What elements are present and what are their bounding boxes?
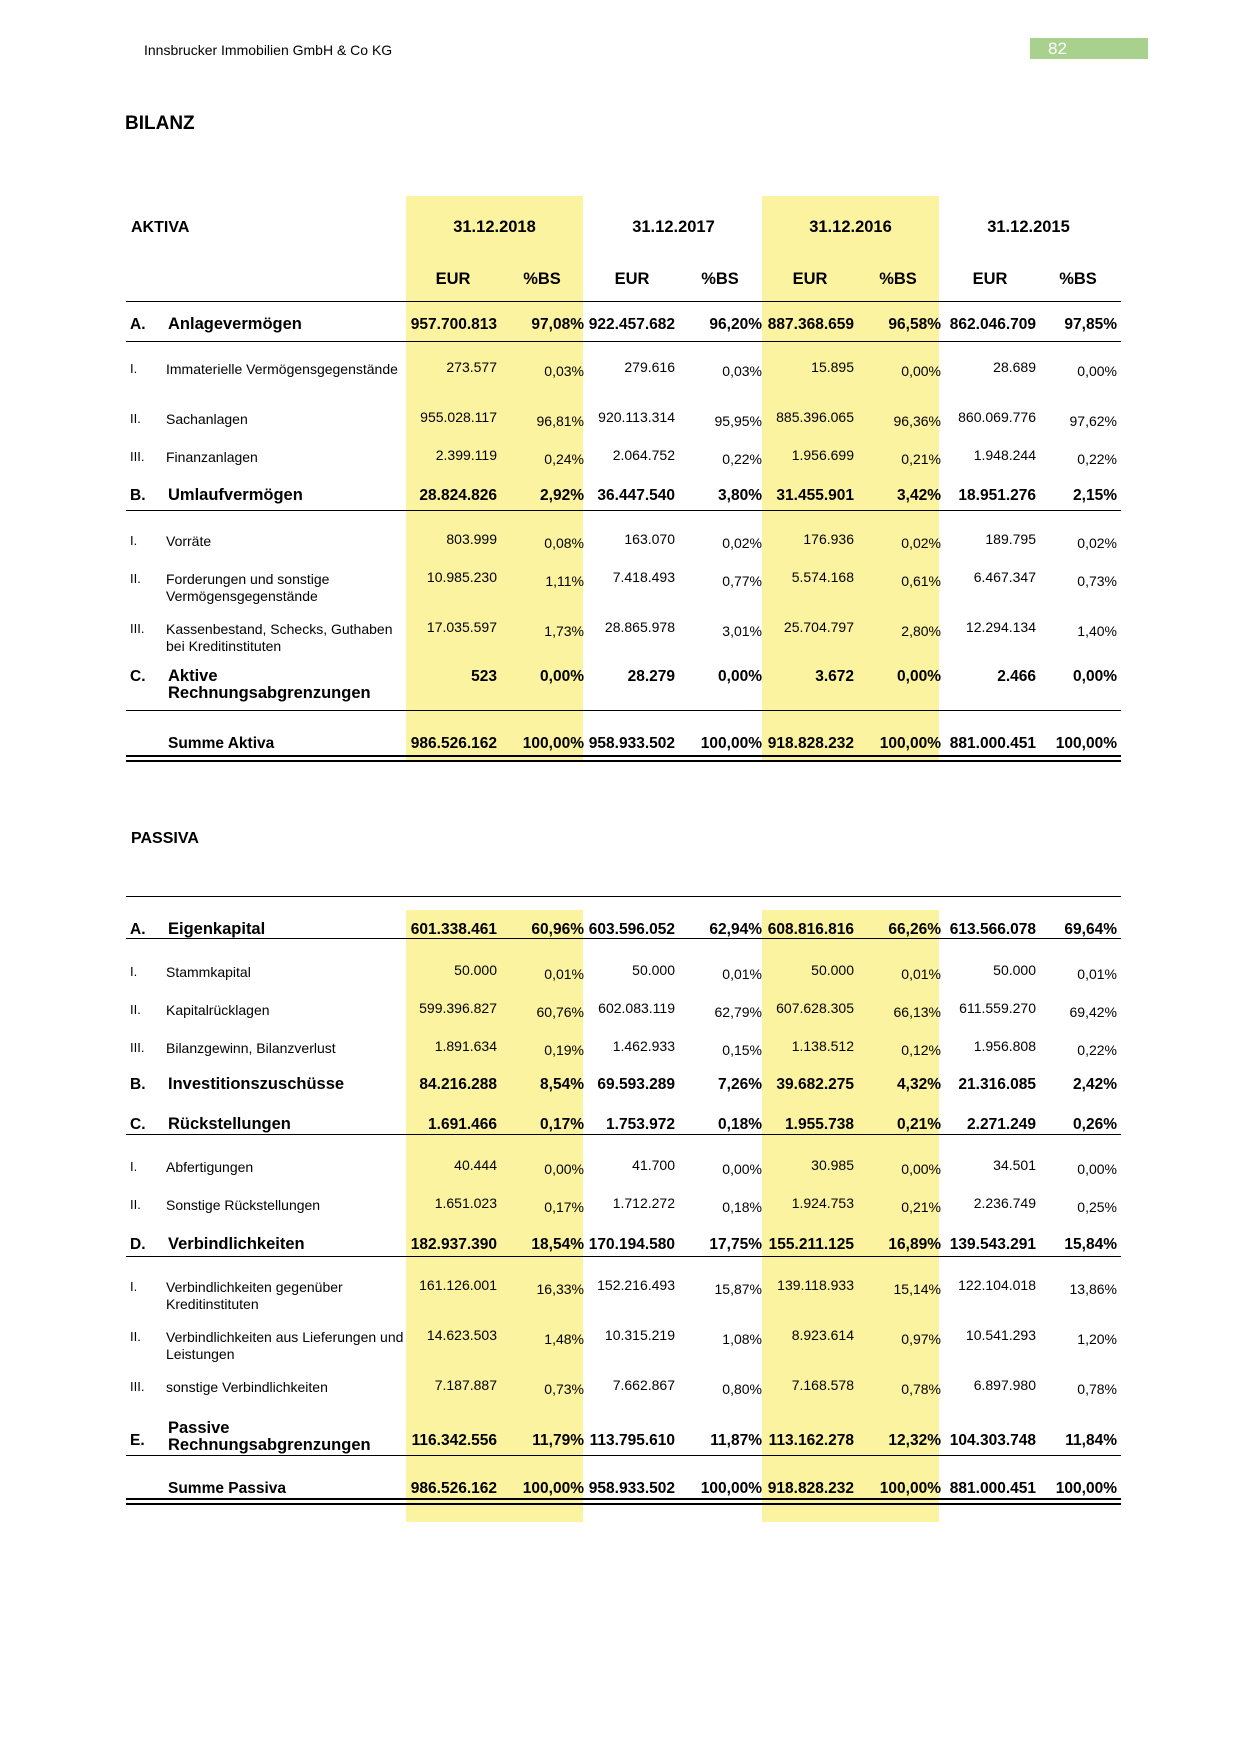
eur-value: 958.933.502 xyxy=(588,1480,675,1497)
eur-value: 21.316.085 xyxy=(958,1076,1036,1093)
pct-value: 13,86% xyxy=(1069,1281,1117,1297)
pct-value: 0,00% xyxy=(722,1161,762,1177)
eur-value: 12.294.134 xyxy=(965,619,1036,635)
eur-value: 2.399.119 xyxy=(435,447,497,463)
row-rule xyxy=(126,896,1121,897)
page-number: 82 xyxy=(1030,38,1148,59)
eur-value: 139.118.933 xyxy=(777,1277,854,1293)
row-letter: A. xyxy=(130,316,146,333)
pct-value: 100,00% xyxy=(522,735,584,752)
row-rule xyxy=(126,1134,1121,1135)
pct-value: 100,00% xyxy=(1055,1480,1117,1497)
eur-value: 986.526.162 xyxy=(410,735,497,752)
pct-value: 97,08% xyxy=(531,316,584,333)
pct-value: 0,97% xyxy=(901,1331,941,1347)
pct-value: 15,87% xyxy=(714,1281,762,1297)
pct-value: 0,03% xyxy=(722,363,762,379)
pct-value: 97,85% xyxy=(1064,316,1117,333)
row-letter: III. xyxy=(130,449,145,464)
eur-value: 599.396.827 xyxy=(419,1000,497,1016)
row-label: Passive Rechnungsabgrenzungen xyxy=(168,1419,371,1454)
pct-value: 3,42% xyxy=(897,487,941,504)
pct-value: 11,84% xyxy=(1065,1432,1117,1449)
eur-value: 28.689 xyxy=(993,359,1036,375)
eur-value: 279.616 xyxy=(624,359,675,375)
eur-value: 887.368.659 xyxy=(767,316,854,333)
pct-value: 100,00% xyxy=(700,735,762,752)
pct-value: 0,26% xyxy=(1073,1116,1117,1133)
row-letter: I. xyxy=(130,1279,138,1294)
page-title: BILANZ xyxy=(125,113,195,134)
aktiva-title: AKTIVA xyxy=(131,219,190,236)
row-label: Immaterielle Vermögensgegenstände xyxy=(166,361,398,377)
pct-value: 0,22% xyxy=(1077,451,1117,467)
pct-header: %BS xyxy=(523,270,561,288)
row-letter: II. xyxy=(130,1197,141,1212)
row-label: Verbindlichkeiten gegenüber Kreditinstituten xyxy=(166,1279,343,1312)
eur-value: 957.700.813 xyxy=(410,316,497,333)
pct-value: 0,00% xyxy=(544,1161,584,1177)
row-label: Verbindlichkeiten xyxy=(168,1235,305,1253)
eur-value: 607.628.305 xyxy=(776,1000,854,1016)
pct-value: 0,00% xyxy=(718,668,762,685)
pct-value: 100,00% xyxy=(1055,735,1117,752)
eur-value: 31.455.901 xyxy=(776,487,854,504)
pct-value: 16,33% xyxy=(536,1281,584,1297)
pct-value: 15,84% xyxy=(1064,1236,1117,1253)
eur-value: 7.662.867 xyxy=(612,1377,675,1393)
row-letter: I. xyxy=(130,1159,138,1174)
eur-header: EUR xyxy=(972,270,1008,288)
pct-value: 66,13% xyxy=(893,1004,941,1020)
eur-value: 1.712.272 xyxy=(612,1195,675,1211)
eur-value: 2.236.749 xyxy=(973,1195,1036,1211)
row-rule xyxy=(126,510,1121,511)
pct-value: 8,54% xyxy=(540,1076,584,1093)
eur-value: 2.466 xyxy=(997,668,1036,685)
double-rule xyxy=(126,755,1121,762)
eur-value: 84.216.288 xyxy=(419,1076,497,1093)
eur-value: 602.083.119 xyxy=(598,1000,675,1016)
eur-value: 10.541.293 xyxy=(965,1327,1036,1343)
pct-value: 0,12% xyxy=(901,1042,941,1058)
row-rule xyxy=(126,1455,1121,1456)
passiva-title: PASSIVA xyxy=(131,830,199,847)
eur-header: EUR xyxy=(435,270,471,288)
eur-value: 958.933.502 xyxy=(588,735,675,752)
eur-value: 25.704.797 xyxy=(783,619,854,635)
pct-value: 0,01% xyxy=(901,966,941,982)
pct-value: 0,00% xyxy=(1077,363,1117,379)
eur-value: 2.271.249 xyxy=(967,1116,1036,1133)
eur-value: 176.936 xyxy=(803,531,854,547)
eur-value: 1.651.023 xyxy=(434,1195,497,1211)
eur-value: 14.623.503 xyxy=(426,1327,497,1343)
eur-value: 152.216.493 xyxy=(597,1277,675,1293)
eur-value: 155.211.125 xyxy=(768,1236,854,1253)
pct-value: 0,00% xyxy=(1073,668,1117,685)
eur-value: 189.795 xyxy=(985,531,1036,547)
eur-value: 862.046.709 xyxy=(949,316,1036,333)
pct-header: %BS xyxy=(879,270,917,288)
pct-value: 1,73% xyxy=(544,623,584,639)
eur-value: 2.064.752 xyxy=(612,447,675,463)
pct-value: 69,64% xyxy=(1064,921,1117,938)
pct-value: 1,48% xyxy=(544,1331,584,1347)
eur-value: 34.501 xyxy=(993,1157,1036,1173)
pct-value: 2,80% xyxy=(901,623,941,639)
pct-value: 0,08% xyxy=(544,535,584,551)
double-rule xyxy=(126,1498,1121,1505)
pct-value: 0,80% xyxy=(722,1381,762,1397)
eur-value: 601.338.461 xyxy=(410,921,497,938)
pct-value: 97,62% xyxy=(1069,413,1117,429)
row-label: Sonstige Rückstellungen xyxy=(166,1197,321,1213)
eur-value: 104.303.748 xyxy=(949,1432,1036,1449)
row-rule xyxy=(126,1256,1121,1257)
eur-value: 955.028.117 xyxy=(420,409,497,425)
row-label: Kassenbestand, Schecks, Guthaben bei Kreditinstituten xyxy=(166,621,393,654)
row-rule xyxy=(126,710,1121,711)
pct-value: 69,42% xyxy=(1069,1004,1117,1020)
pct-value: 7,26% xyxy=(718,1076,762,1093)
eur-value: 1.955.738 xyxy=(785,1116,854,1133)
pct-value: 3,01% xyxy=(722,623,762,639)
eur-value: 1.753.972 xyxy=(606,1116,675,1133)
pct-value: 95,95% xyxy=(714,413,762,429)
row-letter: I. xyxy=(130,964,138,979)
pct-value: 1,20% xyxy=(1077,1331,1117,1347)
pct-value: 0,02% xyxy=(901,535,941,551)
pct-value: 0,73% xyxy=(544,1381,584,1397)
eur-value: 920.113.314 xyxy=(598,409,675,425)
pct-value: 16,89% xyxy=(888,1236,941,1253)
pct-value: 100,00% xyxy=(522,1480,584,1497)
pct-value: 0,00% xyxy=(901,363,941,379)
date-2016: 31.12.2016 xyxy=(809,218,892,236)
eur-value: 1.956.808 xyxy=(973,1038,1036,1054)
pct-value: 96,36% xyxy=(893,413,941,429)
eur-value: 50.000 xyxy=(811,962,854,978)
row-label: Aktive Rechnungsabgrenzungen xyxy=(168,667,371,702)
eur-value: 1.462.933 xyxy=(612,1038,675,1054)
eur-value: 113.795.610 xyxy=(589,1432,675,1449)
eur-value: 40.444 xyxy=(454,1157,497,1173)
eur-value: 28.279 xyxy=(627,668,675,685)
pct-value: 0,01% xyxy=(544,966,584,982)
pct-value: 0,18% xyxy=(722,1199,762,1215)
pct-value: 0,22% xyxy=(1077,1042,1117,1058)
eur-value: 885.396.065 xyxy=(776,409,854,425)
eur-value: 15.895 xyxy=(811,359,854,375)
eur-value: 1.891.634 xyxy=(434,1038,497,1054)
pct-value: 2,42% xyxy=(1073,1076,1117,1093)
pct-value: 0,03% xyxy=(544,363,584,379)
pct-value: 96,20% xyxy=(709,316,762,333)
pct-value: 0,19% xyxy=(544,1042,584,1058)
pct-value: 0,17% xyxy=(540,1116,584,1133)
row-letter: C. xyxy=(130,1116,146,1133)
pct-value: 18,54% xyxy=(531,1236,584,1253)
eur-value: 10.985.230 xyxy=(426,569,497,585)
row-label: Eigenkapital xyxy=(168,920,266,938)
eur-value: 523 xyxy=(471,668,497,685)
eur-value: 28.824.826 xyxy=(419,487,497,504)
pct-value: 0,18% xyxy=(718,1116,762,1133)
pct-value: 96,58% xyxy=(888,316,941,333)
eur-value: 28.865.978 xyxy=(604,619,675,635)
date-2015: 31.12.2015 xyxy=(987,218,1070,236)
eur-value: 986.526.162 xyxy=(410,1480,497,1497)
pct-value: 0,00% xyxy=(1077,1161,1117,1177)
pct-value: 0,73% xyxy=(1077,573,1117,589)
eur-value: 7.187.887 xyxy=(434,1377,497,1393)
row-letter: III. xyxy=(130,1379,145,1394)
eur-value: 69.593.289 xyxy=(597,1076,675,1093)
row-label: Anlagevermögen xyxy=(168,315,302,333)
pct-value: 0,25% xyxy=(1077,1199,1117,1215)
pct-value: 1,40% xyxy=(1077,623,1117,639)
pct-value: 0,21% xyxy=(897,1116,941,1133)
eur-value: 36.447.540 xyxy=(597,487,675,504)
row-letter: I. xyxy=(130,361,138,376)
pct-value: 2,92% xyxy=(540,487,584,504)
eur-value: 139.543.291 xyxy=(949,1236,1036,1253)
eur-value: 603.596.052 xyxy=(588,921,675,938)
row-letter: D. xyxy=(130,1236,146,1253)
pct-value: 0,22% xyxy=(722,451,762,467)
eur-value: 161.126.001 xyxy=(419,1277,497,1293)
pct-header: %BS xyxy=(1059,270,1097,288)
pct-value: 17,75% xyxy=(709,1236,762,1253)
pct-value: 0,00% xyxy=(540,668,584,685)
row-label: Forderungen und sonstige Vermögensgegenstände xyxy=(166,571,330,604)
pct-value: 0,00% xyxy=(897,668,941,685)
eur-value: 6.897.980 xyxy=(973,1377,1036,1393)
row-letter: A. xyxy=(130,921,146,938)
eur-header: EUR xyxy=(614,270,650,288)
eur-value: 39.682.275 xyxy=(776,1076,854,1093)
eur-value: 5.574.168 xyxy=(791,569,854,585)
eur-value: 881.000.451 xyxy=(949,735,1036,752)
pct-value: 15,14% xyxy=(893,1281,941,1297)
eur-value: 1.138.512 xyxy=(791,1038,854,1054)
eur-value: 3.672 xyxy=(815,668,854,685)
row-letter: B. xyxy=(130,1076,146,1093)
row-label: Investitionszuschüsse xyxy=(168,1075,345,1093)
eur-value: 113.162.278 xyxy=(768,1432,854,1449)
eur-value: 860.069.776 xyxy=(958,409,1036,425)
pct-value: 66,26% xyxy=(888,921,941,938)
pct-value: 60,96% xyxy=(531,921,584,938)
row-letter: B. xyxy=(130,487,146,504)
pct-value: 11,87% xyxy=(710,1432,762,1449)
eur-value: 170.194.580 xyxy=(588,1236,675,1253)
row-label: Verbindlichkeiten aus Lieferungen und Leistungen xyxy=(166,1329,404,1362)
pct-value: 0,17% xyxy=(544,1199,584,1215)
eur-value: 7.418.493 xyxy=(612,569,675,585)
pct-value: 2,15% xyxy=(1073,487,1117,504)
pct-value: 0,15% xyxy=(722,1042,762,1058)
row-label: Sachanlagen xyxy=(166,411,248,427)
row-letter: C. xyxy=(130,668,146,685)
eur-value: 41.700 xyxy=(632,1157,675,1173)
row-letter: E. xyxy=(130,1432,145,1449)
row-label: Finanzanlagen xyxy=(166,449,258,465)
eur-value: 116.342.556 xyxy=(411,1432,497,1449)
row-letter: II. xyxy=(130,1329,141,1344)
row-letter: III. xyxy=(130,1040,145,1055)
eur-value: 611.559.270 xyxy=(959,1000,1036,1016)
pct-value: 0,77% xyxy=(722,573,762,589)
pct-value: 62,79% xyxy=(714,1004,762,1020)
eur-value: 7.168.578 xyxy=(791,1377,854,1393)
eur-value: 922.457.682 xyxy=(588,316,675,333)
pct-value: 1,08% xyxy=(722,1331,762,1347)
eur-value: 50.000 xyxy=(632,962,675,978)
eur-value: 613.566.078 xyxy=(949,921,1036,938)
row-label: Summe Aktiva xyxy=(168,735,275,752)
pct-value: 1,11% xyxy=(545,573,584,589)
eur-value: 30.985 xyxy=(811,1157,854,1173)
eur-value: 918.828.232 xyxy=(767,1480,854,1497)
pct-value: 0,78% xyxy=(1077,1381,1117,1397)
row-letter: I. xyxy=(130,533,138,548)
row-letter: III. xyxy=(130,621,145,636)
eur-value: 1.691.466 xyxy=(428,1116,497,1133)
eur-value: 608.816.816 xyxy=(767,921,854,938)
pct-value: 100,00% xyxy=(700,1480,762,1497)
row-label: Stammkapital xyxy=(166,964,251,980)
pct-value: 0,00% xyxy=(901,1161,941,1177)
pct-value: 0,61% xyxy=(901,573,941,589)
row-label: sonstige Verbindlichkeiten xyxy=(166,1379,328,1395)
pct-value: 0,01% xyxy=(722,966,762,982)
row-letter: II. xyxy=(130,411,141,426)
date-2017: 31.12.2017 xyxy=(632,218,715,236)
pct-value: 62,94% xyxy=(709,921,762,938)
eur-value: 8.923.614 xyxy=(791,1327,854,1343)
eur-value: 163.070 xyxy=(624,531,675,547)
row-label: Abfertigungen xyxy=(166,1159,254,1175)
pct-value: 4,32% xyxy=(897,1076,941,1093)
date-2018: 31.12.2018 xyxy=(453,218,536,236)
pct-value: 100,00% xyxy=(879,735,941,752)
eur-header: EUR xyxy=(792,270,828,288)
pct-value: 11,79% xyxy=(532,1432,584,1449)
pct-value: 0,02% xyxy=(1077,535,1117,551)
eur-value: 6.467.347 xyxy=(973,569,1036,585)
row-label: Vorräte xyxy=(166,533,212,549)
pct-value: 100,00% xyxy=(879,1480,941,1497)
row-label: Summe Passiva xyxy=(168,1480,287,1497)
pct-value: 12,32% xyxy=(888,1432,941,1449)
eur-value: 50.000 xyxy=(993,962,1036,978)
pct-value: 96,81% xyxy=(536,413,584,429)
row-label: Umlaufvermögen xyxy=(168,486,303,504)
eur-value: 182.937.390 xyxy=(410,1236,497,1253)
pct-value: 0,78% xyxy=(901,1381,941,1397)
row-label: Rückstellungen xyxy=(168,1115,291,1133)
pct-header: %BS xyxy=(701,270,739,288)
row-rule xyxy=(126,341,1121,342)
pct-value: 60,76% xyxy=(536,1004,584,1020)
eur-value: 881.000.451 xyxy=(949,1480,1036,1497)
row-letter: II. xyxy=(130,571,141,586)
eur-value: 1.948.244 xyxy=(973,447,1036,463)
eur-value: 803.999 xyxy=(446,531,497,547)
pct-value: 0,21% xyxy=(901,451,941,467)
pct-value: 0,02% xyxy=(722,535,762,551)
company-name: Innsbrucker Immobilien GmbH & Co KG xyxy=(144,42,393,58)
eur-value: 122.104.018 xyxy=(958,1277,1036,1293)
row-rule xyxy=(126,301,1121,302)
eur-value: 10.315.219 xyxy=(604,1327,675,1343)
eur-value: 1.956.699 xyxy=(791,447,854,463)
pct-value: 0,21% xyxy=(901,1199,941,1215)
eur-value: 273.577 xyxy=(446,359,497,375)
row-label: Kapitalrücklagen xyxy=(166,1002,270,1018)
eur-value: 50.000 xyxy=(454,962,497,978)
pct-value: 3,80% xyxy=(718,487,762,504)
pct-value: 0,01% xyxy=(1077,966,1117,982)
row-label: Bilanzgewinn, Bilanzverlust xyxy=(166,1040,336,1056)
row-letter: II. xyxy=(130,1002,141,1017)
eur-value: 17.035.597 xyxy=(426,619,497,635)
pct-value: 0,24% xyxy=(544,451,584,467)
eur-value: 918.828.232 xyxy=(767,735,854,752)
eur-value: 1.924.753 xyxy=(791,1195,854,1211)
eur-value: 18.951.276 xyxy=(958,487,1036,504)
